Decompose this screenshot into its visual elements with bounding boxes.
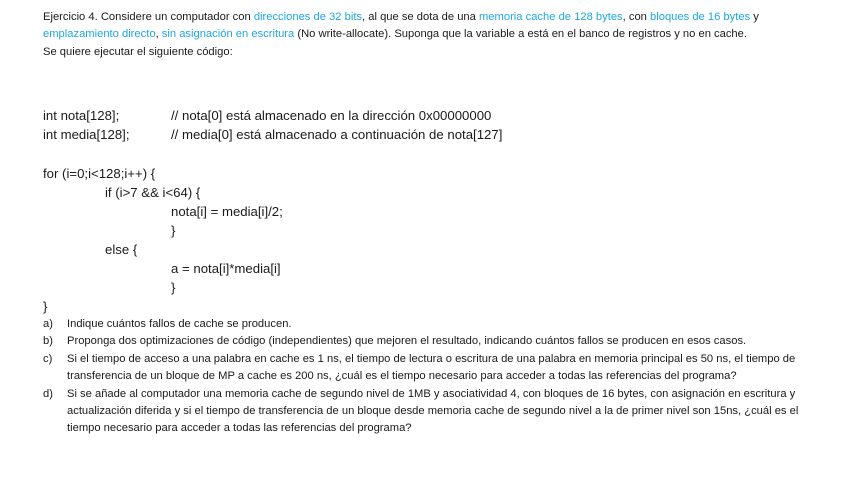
highlight-address-bits: direcciones de 32 bits (253, 11, 363, 23)
question-item (43, 386, 813, 438)
else-line: else { (105, 242, 138, 257)
statement-text: , con (622, 11, 651, 23)
assign-line-2: a = nota[i]*media[i] (171, 261, 281, 276)
question-label: b) (43, 335, 53, 348)
close-brace-else: } (171, 280, 176, 295)
statement-text: Ejercicio 4. Considere un computador con (43, 11, 254, 23)
question-text: Indique cuántos fallos de cache se producen. (67, 318, 292, 330)
statement-text: , al que se dota de una (362, 11, 479, 23)
questions-list (43, 316, 813, 438)
highlight-block-size: bloques de 16 bytes (650, 11, 751, 23)
comment-nota: // nota[0] está almacenado en la dirección 0x00000000 (171, 108, 492, 123)
close-brace-if: } (171, 223, 176, 238)
loop-block (43, 164, 283, 316)
for-line: for (i=0;i<128;i++) { (43, 166, 156, 181)
question-item (43, 316, 813, 333)
if-line: if (i>7 && i<64) { (105, 185, 201, 200)
declaration-media: int media[128]; (43, 127, 130, 142)
statement-code-intro: Se quiere ejecutar el siguiente código: (43, 45, 233, 58)
highlight-no-write-allocate: sin asignación en escritura (161, 28, 295, 41)
question-label: c) (43, 352, 53, 365)
question-text: Si el tiempo de acceso a una palabra en cache es 1 ns, el tiempo de lectura o escritura de una palabra en memoria principal es 50 ns, el tiempo de transferencia de un bloque de MP a cache es 200 ns, ¿cuál es el tiempo necesario para acceder a todas las referencias del programa? (67, 352, 796, 383)
highlight-direct-mapping: emplazamiento directo (43, 28, 156, 41)
question-text: Proponga dos optimizaciones de código (independientes) que mejoren el resultado, indicando cuántos fallos se producen en esos casos. (67, 335, 747, 348)
comment-media: // media[0] está almacenado a continuación de nota[127] (171, 127, 503, 142)
exercise-statement (43, 9, 813, 61)
question-item (43, 333, 813, 350)
declaration-nota: int nota[128]; (43, 108, 120, 123)
assign-line-1: nota[i] = media[i]/2; (171, 204, 283, 219)
statement-paragraph (43, 9, 813, 44)
question-text: Si se añade al computador una memoria cache de segundo nivel de 1MB y asociatividad 4, con bloques de 16 bytes, con asignación en escritura y actualización diferida y si el tiempo de transferencia de un bloque desde memoria cache de segundo nivel a la de primer nivel son 15ns, ¿cuál es el tiempo necesario para acceder a todas las referencias del programa? (67, 387, 799, 435)
statement-text: , (155, 28, 162, 41)
question-label: a) (43, 318, 53, 330)
highlight-cache-size: memoria cache de 128 bytes (478, 11, 623, 23)
close-brace-for: } (43, 299, 48, 314)
question-label: d) (43, 387, 53, 400)
statement-text: (No write-allocate). Suponga que la variable a está en el banco de registros y no en cache. (294, 28, 747, 41)
question-item (43, 351, 813, 386)
statement-text: y (750, 11, 759, 23)
